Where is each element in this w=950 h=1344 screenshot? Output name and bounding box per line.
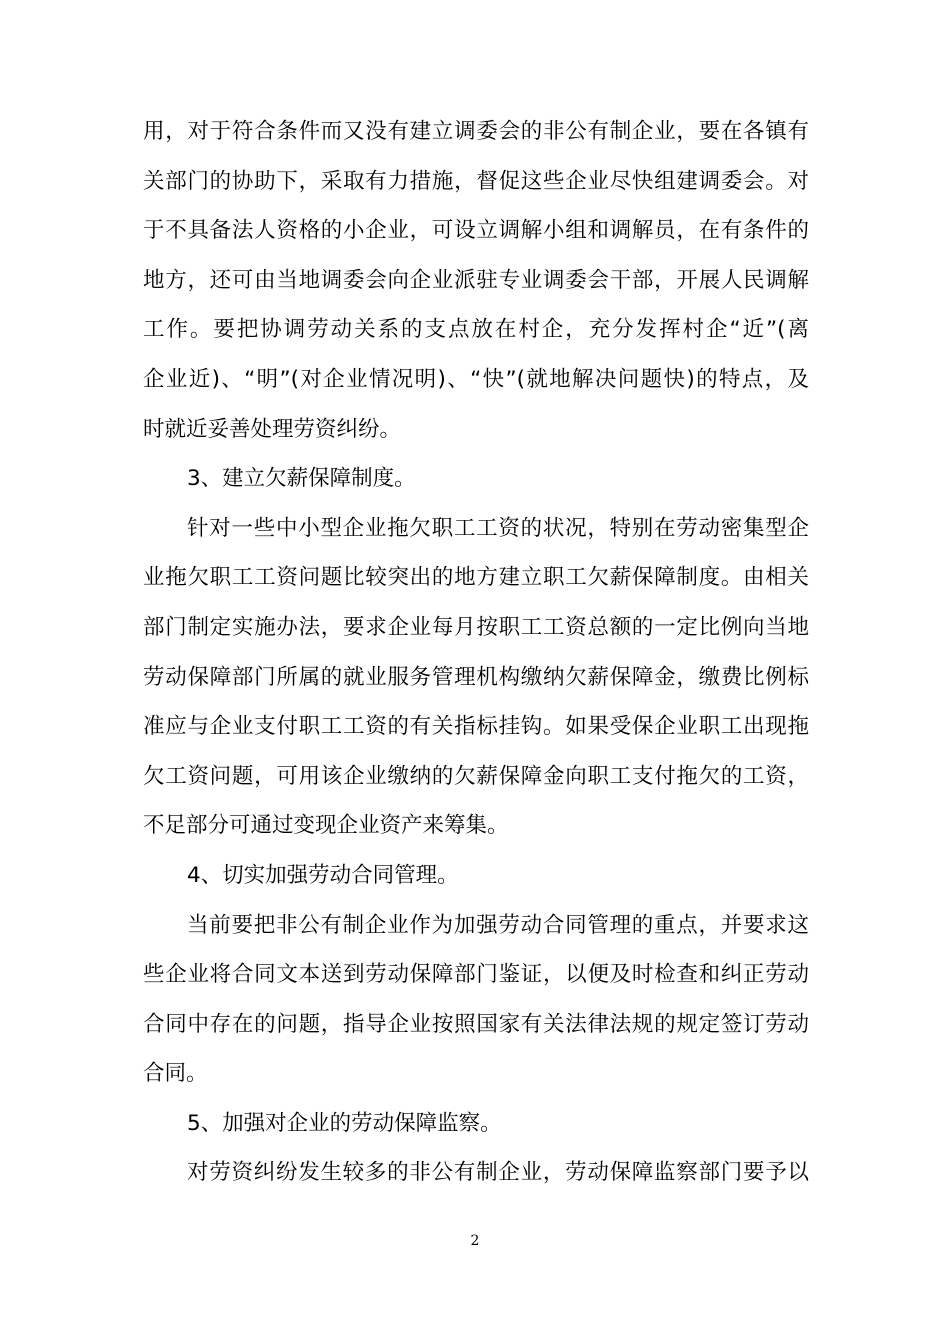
text-line: 工作。要把协调劳动关系的支点放在村企，充分发挥村企“近”(离	[143, 317, 809, 343]
text-line: 针对一些中小型企业拖欠职工工资的状况，特别在劳动密集型企	[187, 515, 809, 541]
text-line: 欠工资问题，可用该企业缴纳的欠薪保障金向职工支付拖欠的工资，	[143, 763, 809, 789]
section-heading: 4、切实加强劳动合同管理。	[187, 862, 459, 888]
body-text	[143, 107, 809, 1198]
text-line: 当前要把非公有制企业作为加强劳动合同管理的重点，并要求这	[187, 912, 809, 938]
text-line: 地方，还可由当地调委会向企业派驻专业调委会干部，开展人民调解	[143, 267, 809, 293]
text-line: 部门制定实施办法，要求企业每月按职工工资总额的一定比例向当地	[143, 614, 809, 640]
section-heading: 3、建立欠薪保障制度。	[187, 466, 416, 492]
text-line: 不足部分可通过变现企业资产来筹集。	[143, 813, 509, 839]
text-line: 劳动保障部门所属的就业服务管理机构缴纳欠薪保障金，缴费比例标	[143, 664, 809, 690]
text-line: 合同。	[143, 1061, 208, 1087]
text-line: 合同中存在的问题，指导企业按照国家有关法律法规的规定签订劳动	[143, 1011, 809, 1037]
section-heading: 5、加强对企业的劳动保障监察。	[187, 1110, 502, 1136]
text-line: 些企业将合同文本送到劳动保障部门鉴证，以便及时检查和纠正劳动	[143, 962, 809, 988]
text-line: 业拖欠职工工资问题比较突出的地方建立职工欠薪保障制度。由相关	[143, 565, 809, 591]
text-line: 时就近妥善处理劳资纠纷。	[143, 416, 402, 442]
text-line: 用，对于符合条件而又没有建立调委会的非公有制企业，要在各镇有	[143, 119, 809, 144]
text-line: 对劳资纠纷发生较多的非公有制企业，劳动保障监察部门要予以	[187, 1160, 809, 1186]
text-line: 关部门的协助下，采取有力措施，督促这些企业尽快组建调委会。对	[143, 168, 809, 194]
text-line: 准应与企业支付职工工资的有关指标挂钩。如果受保企业职工出现拖	[143, 714, 809, 740]
text-line: 企业近)、“明”(对企业情况明)、“快”(就地解决问题快)的特点，及	[143, 366, 809, 392]
text-line: 于不具备法人资格的小企业，可设立调解小组和调解员，在有条件的	[143, 218, 809, 244]
page-number: 2	[470, 1233, 480, 1249]
